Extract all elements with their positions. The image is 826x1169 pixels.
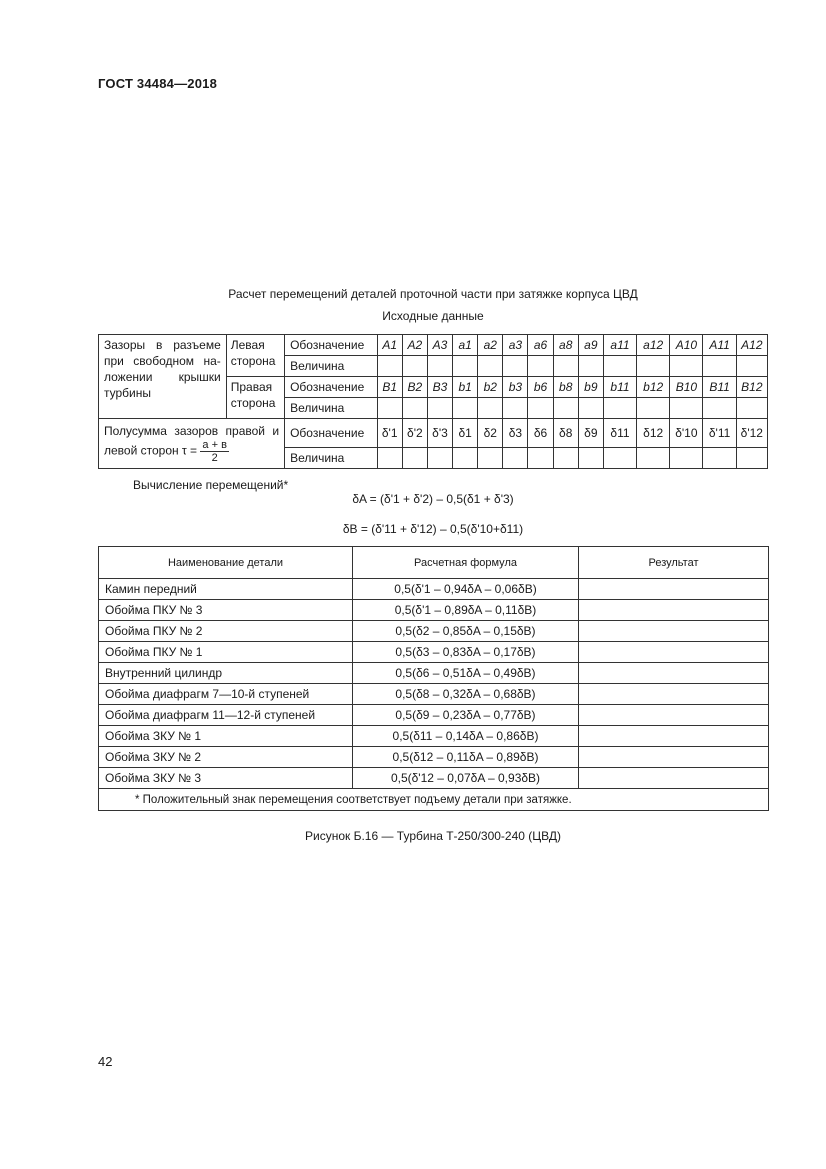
designation-symbol: A2 bbox=[402, 335, 427, 356]
value-cell bbox=[453, 356, 478, 377]
part-name: Обойма ЗКУ № 2 bbox=[99, 747, 353, 768]
value-cell bbox=[503, 448, 528, 469]
formula: 0,5(δ12 – 0,11δA – 0,89δB) bbox=[353, 747, 579, 768]
designation-symbol: δ3 bbox=[503, 419, 528, 448]
page-number: 42 bbox=[98, 1054, 113, 1069]
half-sum-designation-row bbox=[99, 419, 768, 448]
value-cell bbox=[670, 448, 703, 469]
half-sum-text: Полусумма зазоров правой и левой сторон bbox=[104, 424, 280, 458]
value-cell bbox=[453, 448, 478, 469]
table-row bbox=[99, 705, 769, 726]
part-name: Обойма ПКУ № 1 bbox=[99, 642, 353, 663]
designation-symbol: δ6 bbox=[528, 419, 553, 448]
tau-fraction bbox=[200, 439, 229, 464]
value-label: Величина bbox=[285, 448, 378, 469]
tau-symbol: τ = bbox=[181, 443, 198, 458]
footnote-row bbox=[99, 789, 769, 811]
value-cell bbox=[503, 356, 528, 377]
value-cell bbox=[703, 398, 736, 419]
designation-symbol: A1 bbox=[377, 335, 402, 356]
formula: 0,5(δ'1 – 0,94δA – 0,06δB) bbox=[353, 579, 579, 600]
value-cell bbox=[427, 448, 452, 469]
fraction-denominator: 2 bbox=[211, 452, 218, 464]
designation-symbol: b3 bbox=[503, 377, 528, 398]
gap-description: Зазоры в разъеме при свободном на-ложении крышки турбины bbox=[99, 335, 227, 419]
designation-symbol: B1 bbox=[377, 377, 402, 398]
table-row bbox=[99, 747, 769, 768]
value-cell bbox=[703, 448, 736, 469]
designation-symbol: A12 bbox=[736, 335, 767, 356]
designation-symbol: δ1 bbox=[453, 419, 478, 448]
value-cell bbox=[553, 448, 578, 469]
calculation-heading: Вычисление перемещений* bbox=[133, 478, 289, 492]
formula: 0,5(δ8 – 0,32δA – 0,68δB) bbox=[353, 684, 579, 705]
designation-symbol: b8 bbox=[553, 377, 578, 398]
designation-symbol: a12 bbox=[637, 335, 670, 356]
result-cell bbox=[579, 642, 769, 663]
designation-symbol: δ'12 bbox=[736, 419, 767, 448]
column-header-result: Результат bbox=[579, 547, 769, 579]
value-cell bbox=[736, 398, 767, 419]
designation-symbol: a3 bbox=[503, 335, 528, 356]
value-label: Величина bbox=[285, 356, 378, 377]
value-cell bbox=[603, 356, 636, 377]
part-name: Обойма диафрагм 7—10-й ступеней bbox=[99, 684, 353, 705]
fraction-numerator: a + в bbox=[202, 439, 227, 451]
value-cell bbox=[528, 448, 553, 469]
value-cell bbox=[402, 448, 427, 469]
result-cell bbox=[579, 621, 769, 642]
table-row bbox=[99, 768, 769, 789]
footnote: * Положительный знак перемещения соответствует подъему детали при затяжке. bbox=[99, 789, 769, 811]
designation-symbol: a2 bbox=[478, 335, 503, 356]
designation-symbol: δ'3 bbox=[427, 419, 452, 448]
value-cell bbox=[736, 448, 767, 469]
part-name: Обойма ЗКУ № 1 bbox=[99, 726, 353, 747]
designation-symbol: b11 bbox=[603, 377, 636, 398]
formula: 0,5(δ'12 – 0,07δA – 0,93δB) bbox=[353, 768, 579, 789]
designation-symbol: B11 bbox=[703, 377, 736, 398]
value-label: Величина bbox=[285, 398, 378, 419]
designation-symbol: a11 bbox=[603, 335, 636, 356]
value-cell bbox=[528, 356, 553, 377]
value-cell bbox=[637, 356, 670, 377]
value-cell bbox=[603, 448, 636, 469]
equation-delta-b: δB = (δ'11 + δ'12) – 0,5(δ'10+δ11) bbox=[342, 522, 524, 536]
value-cell bbox=[553, 398, 578, 419]
right-side-label: Правая сторона bbox=[226, 377, 284, 419]
value-cell bbox=[637, 448, 670, 469]
designation-symbol: δ2 bbox=[478, 419, 503, 448]
designation-symbol: δ'1 bbox=[377, 419, 402, 448]
result-cell bbox=[579, 705, 769, 726]
formula: 0,5(δ3 – 0,83δA – 0,17δB) bbox=[353, 642, 579, 663]
result-cell bbox=[579, 579, 769, 600]
formula: 0,5(δ9 – 0,23δA – 0,77δB) bbox=[353, 705, 579, 726]
value-cell bbox=[603, 398, 636, 419]
value-cell bbox=[670, 356, 703, 377]
designation-symbol: a8 bbox=[553, 335, 578, 356]
result-cell bbox=[579, 600, 769, 621]
value-cell bbox=[736, 356, 767, 377]
value-cell bbox=[578, 356, 603, 377]
designation-symbol: B12 bbox=[736, 377, 767, 398]
value-cell bbox=[402, 356, 427, 377]
designation-symbol: A10 bbox=[670, 335, 703, 356]
value-cell bbox=[637, 398, 670, 419]
formula: 0,5(δ2 – 0,85δA – 0,15δB) bbox=[353, 621, 579, 642]
value-cell bbox=[402, 398, 427, 419]
left-designation-row bbox=[99, 335, 768, 356]
table-row bbox=[99, 579, 769, 600]
part-name: Обойма диафрагм 11—12-й ступеней bbox=[99, 705, 353, 726]
designation-symbol: δ12 bbox=[637, 419, 670, 448]
formula: 0,5(δ11 – 0,14δA – 0,86δB) bbox=[353, 726, 579, 747]
value-cell bbox=[478, 448, 503, 469]
figure-caption: Рисунок Б.16 — Турбина Т-250/300-240 (ЦВД) bbox=[304, 829, 561, 843]
result-cell bbox=[579, 768, 769, 789]
result-cell bbox=[579, 663, 769, 684]
half-sum-description bbox=[99, 419, 285, 469]
equation-delta-a: δA = (δ'1 + δ'2) – 0,5(δ1 + δ'3) bbox=[352, 492, 514, 506]
designation-symbol: a6 bbox=[528, 335, 553, 356]
result-cell bbox=[579, 726, 769, 747]
value-cell bbox=[528, 398, 553, 419]
value-cell bbox=[478, 398, 503, 419]
designation-label: Обозначение bbox=[285, 419, 378, 448]
designation-symbol: b6 bbox=[528, 377, 553, 398]
designation-symbol: a9 bbox=[578, 335, 603, 356]
left-side-label: Левая сторона bbox=[226, 335, 284, 377]
designation-symbol: δ'10 bbox=[670, 419, 703, 448]
value-cell bbox=[503, 398, 528, 419]
displacement-table bbox=[98, 546, 769, 811]
formula: 0,5(δ6 – 0,51δA – 0,49δB) bbox=[353, 663, 579, 684]
result-cell bbox=[579, 747, 769, 768]
designation-symbol: δ11 bbox=[603, 419, 636, 448]
value-cell bbox=[553, 356, 578, 377]
value-cell bbox=[453, 398, 478, 419]
designation-symbol: δ'11 bbox=[703, 419, 736, 448]
designation-symbol: b12 bbox=[637, 377, 670, 398]
value-cell bbox=[578, 448, 603, 469]
table-row bbox=[99, 600, 769, 621]
table-header-row bbox=[99, 547, 769, 579]
designation-symbol: a1 bbox=[453, 335, 478, 356]
column-header-name: Наименование детали bbox=[99, 547, 353, 579]
table-row bbox=[99, 642, 769, 663]
designation-symbol: b1 bbox=[453, 377, 478, 398]
value-cell bbox=[377, 398, 402, 419]
value-cell bbox=[703, 356, 736, 377]
value-cell bbox=[427, 356, 452, 377]
table-row bbox=[99, 663, 769, 684]
document-header: ГОСТ 34484—2018 bbox=[98, 76, 217, 91]
designation-symbol: δ'2 bbox=[402, 419, 427, 448]
designation-symbol: b9 bbox=[578, 377, 603, 398]
result-cell bbox=[579, 684, 769, 705]
table-row bbox=[99, 726, 769, 747]
value-cell bbox=[578, 398, 603, 419]
designation-symbol: A11 bbox=[703, 335, 736, 356]
part-name: Обойма ПКУ № 3 bbox=[99, 600, 353, 621]
designation-label: Обозначение bbox=[285, 335, 378, 356]
designation-symbol: B3 bbox=[427, 377, 452, 398]
formula: 0,5(δ'1 – 0,89δA – 0,11δB) bbox=[353, 600, 579, 621]
part-name: Обойма ПКУ № 2 bbox=[99, 621, 353, 642]
table-row bbox=[99, 621, 769, 642]
value-cell bbox=[670, 398, 703, 419]
designation-label: Обозначение bbox=[285, 377, 378, 398]
designation-symbol: A3 bbox=[427, 335, 452, 356]
part-name: Внутренний цилиндр bbox=[99, 663, 353, 684]
designation-symbol: B2 bbox=[402, 377, 427, 398]
designation-symbol: b2 bbox=[478, 377, 503, 398]
source-data-table bbox=[98, 334, 768, 469]
source-data-caption: Исходные данные bbox=[382, 309, 484, 323]
part-name: Обойма ЗКУ № 3 bbox=[99, 768, 353, 789]
table-caption: Расчет перемещений деталей проточной части при затяжке корпуса ЦВД bbox=[228, 287, 638, 301]
column-header-formula: Расчетная формула bbox=[353, 547, 579, 579]
designation-symbol: δ9 bbox=[578, 419, 603, 448]
value-cell bbox=[377, 448, 402, 469]
value-cell bbox=[377, 356, 402, 377]
value-cell bbox=[427, 398, 452, 419]
designation-symbol: δ8 bbox=[553, 419, 578, 448]
part-name: Камин передний bbox=[99, 579, 353, 600]
table-row bbox=[99, 684, 769, 705]
value-cell bbox=[478, 356, 503, 377]
designation-symbol: B10 bbox=[670, 377, 703, 398]
